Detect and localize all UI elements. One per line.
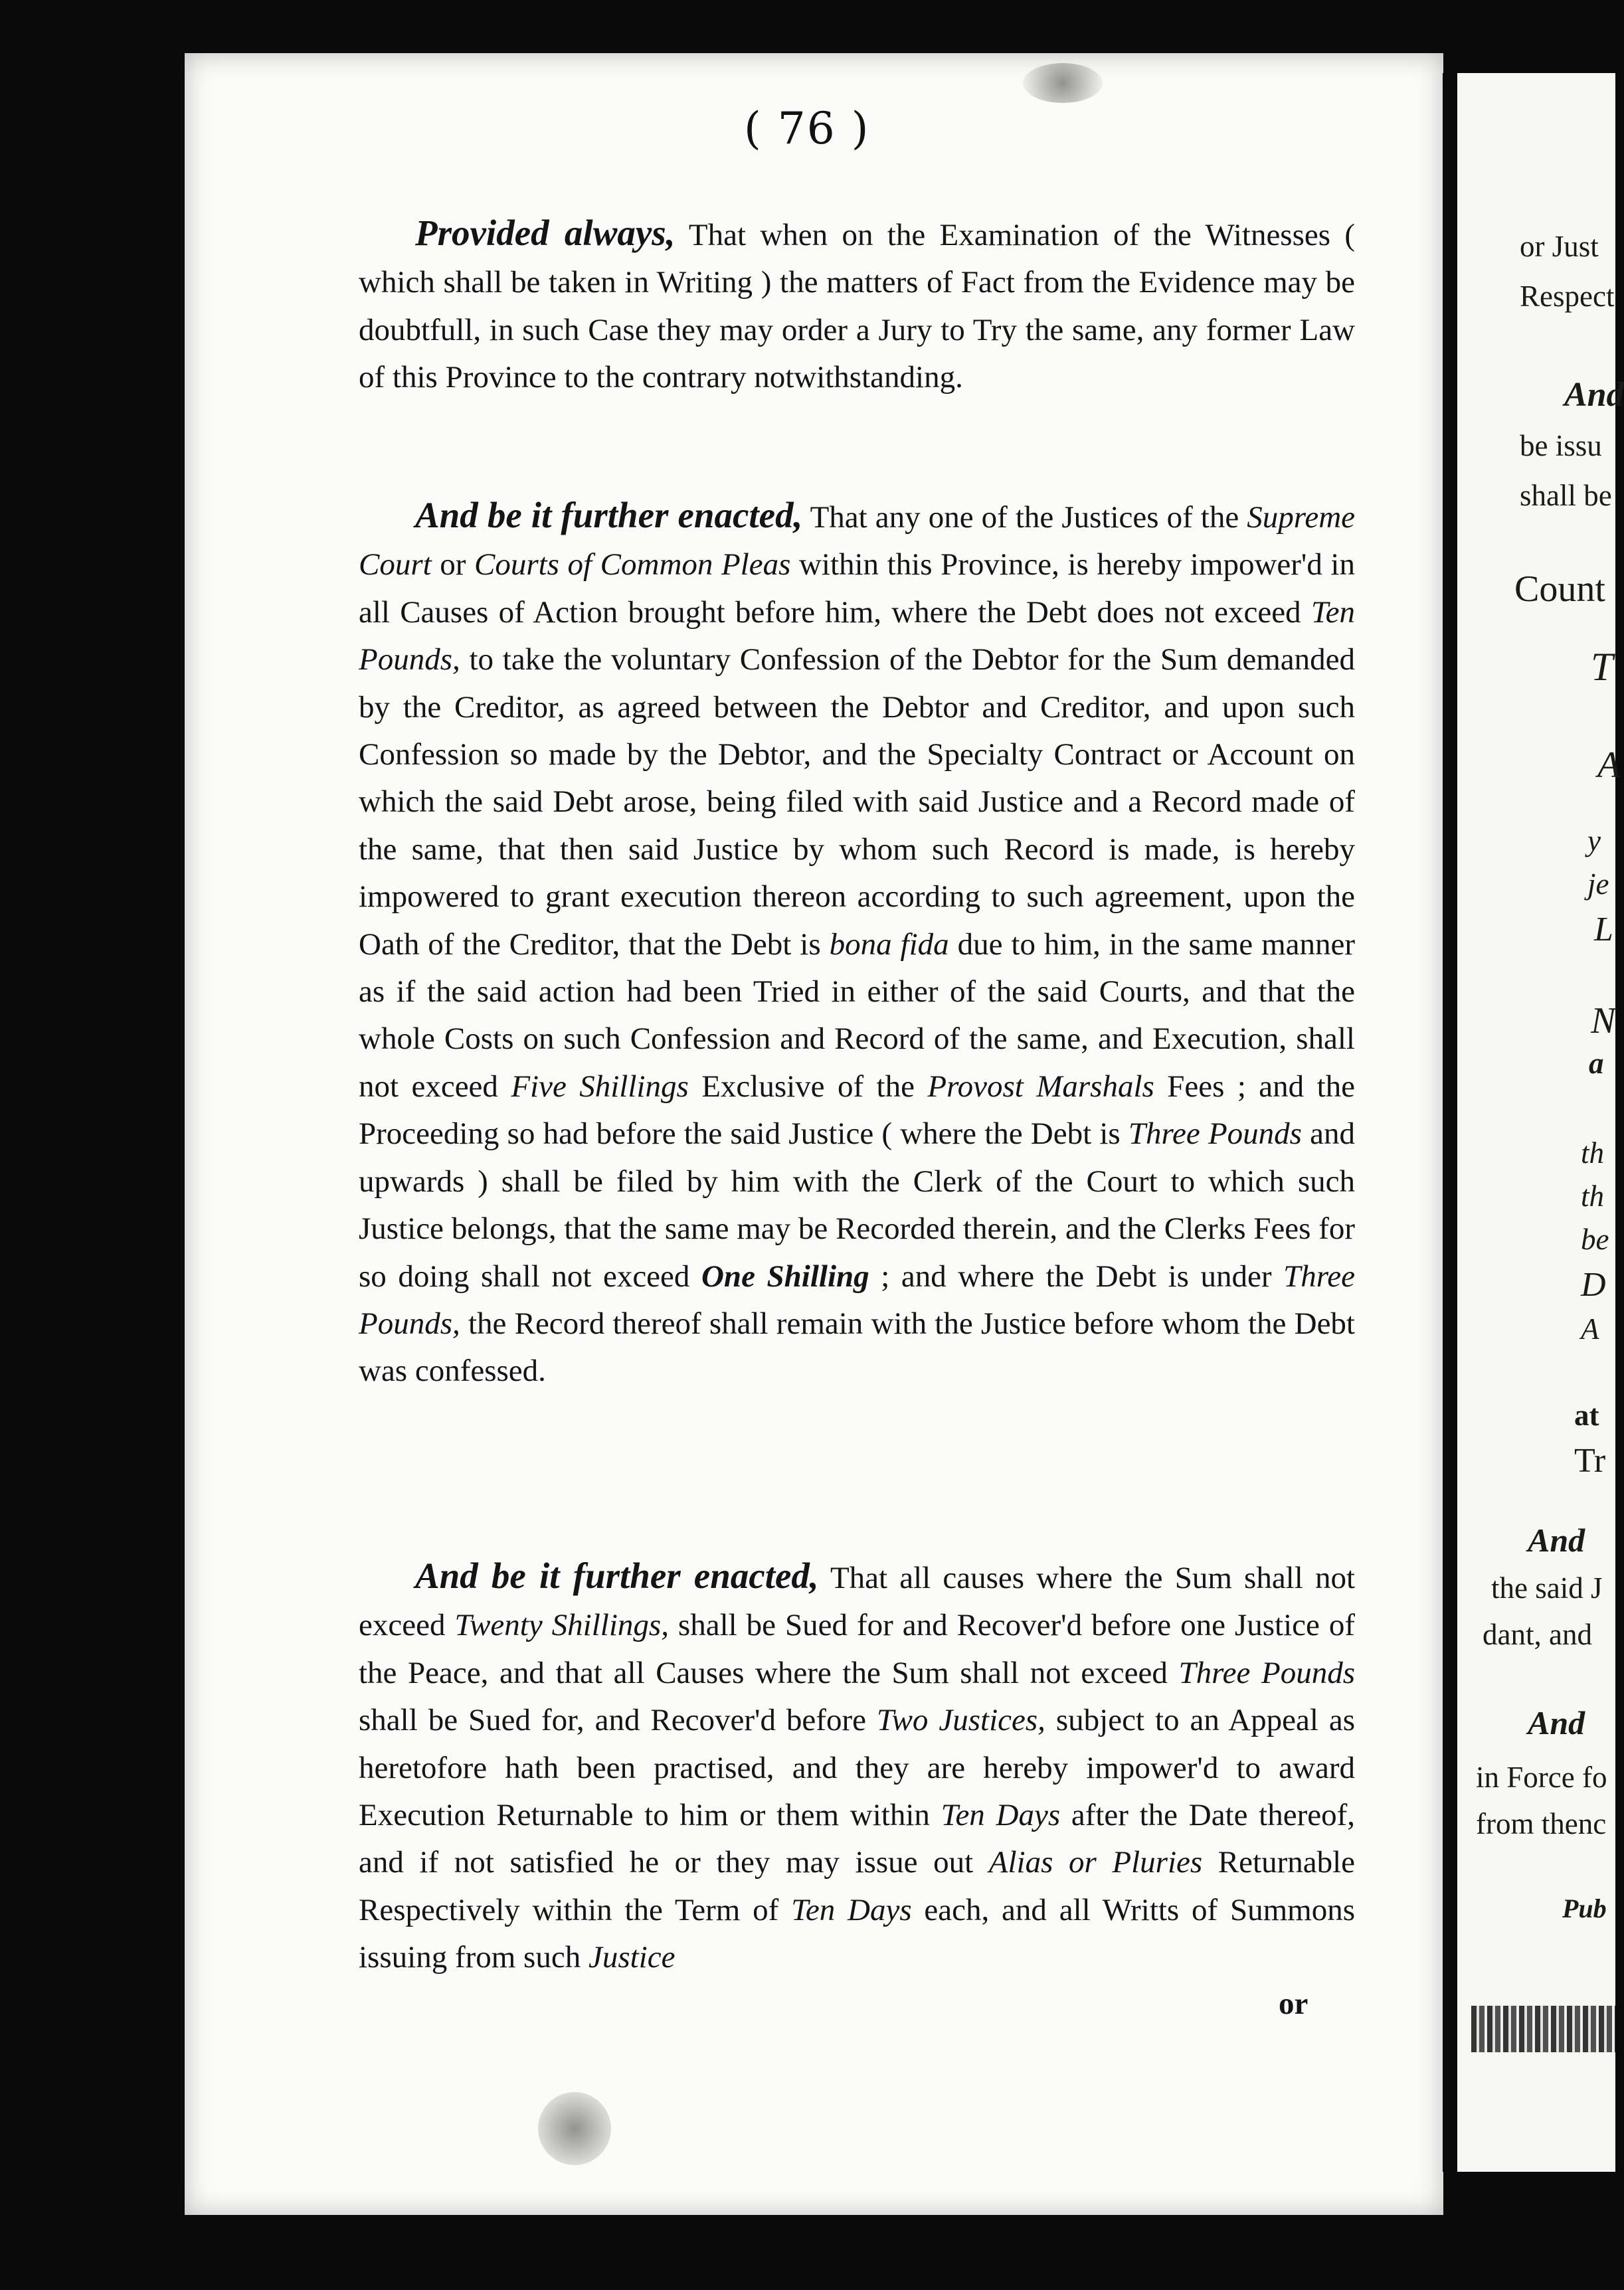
paragraph-lead: And be it further enacted, [415,1555,819,1596]
ink-smudge [1023,63,1103,103]
paragraph-text: subject to an Appeal as heretofore hath been practised, and they are hereby impower'd to award Execution Returnable to him or them within [359,1703,1355,1833]
paragraph-text: Exclusive of the [688,1069,928,1104]
right-page-fragment: Count [1514,569,1605,610]
right-page-fragment: T [1591,645,1613,689]
paragraph-first-line [359,1552,1355,1982]
right-page-fragment: Tr [1574,1442,1606,1480]
paragraph-text: Returnable Respectively within the Term of [359,1845,1355,1927]
right-page-fragment: a [1589,1047,1604,1080]
court-name: Supreme Court [359,500,1356,582]
paragraph-first-line [359,209,1355,402]
official-title: Provost Marshals [927,1069,1154,1104]
right-page-fragment: And [1564,376,1624,414]
paragraph-text: and upwards ) shall be filed by him with the Clerk of the Court to which such Justice belongs, that the same may be Recorded therein, and the Clerks Fees for so doing shall not exceed [359,1116,1355,1294]
paragraph-text: due to him, in the same manner as if the said action had been Tried in either of the said Courts, and that the whole Costs on such Confession and Record of the same, and Execution, shall not exceed [359,926,1355,1104]
time-period: Ten Days [941,1798,1061,1833]
paragraph-text: ; and where the Debt is under [869,1259,1284,1294]
paragraph-text: That all causes where the Sum shall not exceed [359,1561,1355,1643]
amount: Three Pounds, [359,1259,1356,1341]
paragraph-text: That any one of the Justices of the [810,500,1247,535]
right-page-fragment: at [1574,1399,1599,1432]
right-page-fragment: And [1528,1522,1585,1559]
paragraph-small-causes [359,1552,1355,1982]
court-name: Courts of Common Pleas [474,547,791,582]
paragraph-text: That when on the Examination of the Witnesses ( which shall be taken in Writing ) the matters of Fact from the Evidence may be doubtfull, in such Case they may order a Jury to Try the same, any former Law of this Province to the contrary notwithstanding. [359,218,1355,395]
paragraph-first-line [359,491,1355,1395]
paragraph-text: shall be Sued for, and Recover'd before [359,1703,877,1738]
writ-name: Alias or Pluries [988,1845,1203,1880]
amount: Five Shillings [511,1069,689,1104]
amount: One Shilling [701,1259,869,1294]
paragraph-text: to take the voluntary Confession of the Debtor for the Sum demanded by the Creditor, as agreed between the Debtor and Creditor, and upon such Confession so made by the Debtor, and the Specialty Contract or Account on which the said Debt arose, being filed with said Justice and a Record made of the same, that then said Justice by whom such Record is made, is hereby impowered to grant execution thereon according to such agreement, upon the Oath of the Creditor, that the Debt is [359,642,1355,962]
right-page-fragment: the said J [1491,1571,1603,1605]
time-period: Ten Days [791,1892,912,1927]
right-page-fragment: dant, and [1483,1618,1592,1651]
right-page-fragment: y [1587,824,1601,857]
right-page-fragment: N [1591,1000,1616,1041]
right-page-fragment: And [1528,1704,1585,1741]
paragraph-lead: And be it further enacted, [415,495,803,535]
right-page-fragment: be [1581,1223,1609,1256]
paragraph-text: or [431,547,474,582]
paragraph-provided-always [359,209,1355,402]
right-page-fragment: D [1581,1266,1606,1304]
right-page-fragment: A [1597,745,1621,786]
official-title: Justice [588,1940,676,1975]
amount: Three Pounds [1128,1116,1302,1152]
official-title: Two Justices, [876,1703,1045,1738]
amount: Ten Pounds, [359,594,1355,677]
catchword: or [1279,1986,1308,2021]
right-page-fragment: or Just [1520,230,1599,263]
page-number: ( 76 ) [744,103,870,154]
paragraph-text: the Record thereof shall remain with the Justice before whom the Debt was confessed. [359,1306,1355,1389]
right-page-fragment: shall be [1520,479,1612,512]
paragraph-text: shall be Sued for and Recover'd before one Justice of the Peace, and that all Causes where the Sum shall not exceed [359,1608,1355,1690]
ink-smudge [538,2092,611,2165]
paragraph-justices-confession [359,491,1355,1395]
right-page-fragment: L [1594,911,1613,948]
amount: Three Pounds [1178,1655,1355,1690]
amount: Twenty Shillings, [454,1608,669,1643]
right-page-fragment: Respect [1520,280,1615,313]
right-page-fragment: from thenc [1476,1807,1607,1840]
printer-ornament [1471,2006,1615,2052]
paragraph-lead: Provided always, [415,213,676,253]
right-page-fragment: Pub [1562,1894,1607,1923]
paragraph-text: each, and all Writts of Summons issuing from such [359,1892,1356,1975]
right-page-fragment: be issu [1520,429,1602,462]
right-page-fragment: A [1581,1312,1599,1346]
paragraph-text: Fees ; and the Proceeding so had before the said Justice ( where the Debt is [359,1069,1355,1152]
paragraph-text: after the Date thereof, and if not satisfied he or they may issue out [359,1798,1356,1880]
paragraph-text: within this Province, is hereby impower'd in all Causes of Action brought before him, where the Debt does not exceed [359,547,1355,630]
right-page-fragment: in Force fo [1476,1761,1607,1794]
right-page-fragment: th [1581,1180,1605,1213]
right-page-fragment: je [1587,867,1609,901]
right-page-fragment: th [1581,1136,1605,1170]
latin-term: bona fida [829,926,949,962]
